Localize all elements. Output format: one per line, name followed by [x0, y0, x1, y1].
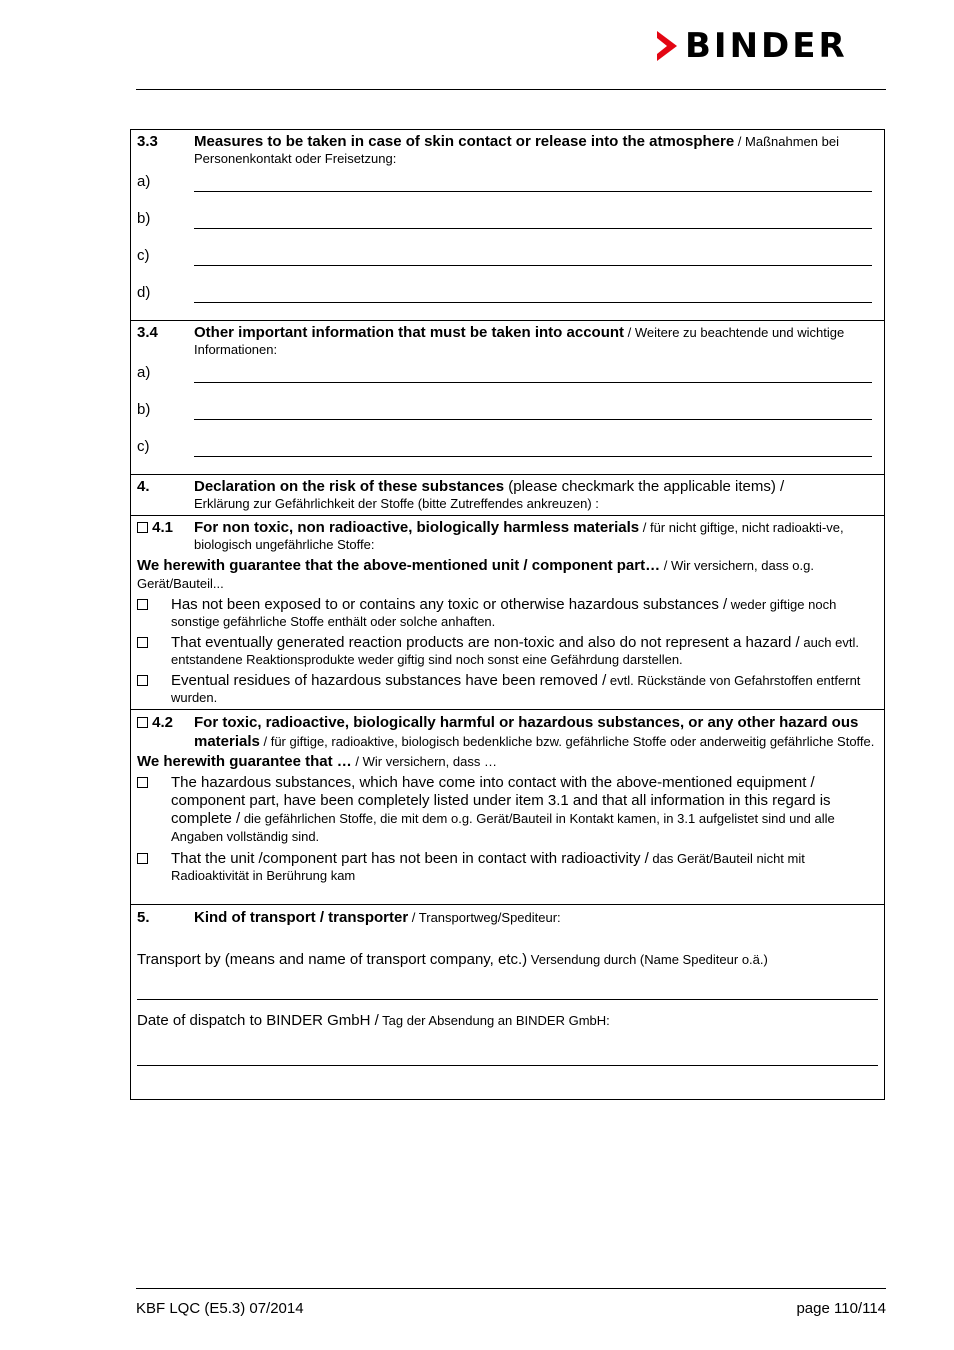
- section-number: 3.3: [137, 133, 158, 150]
- guarantee-text-de: / Wir versichern, dass …: [351, 754, 497, 769]
- section-number: 5.: [137, 909, 150, 926]
- input-line-b[interactable]: b): [131, 397, 884, 434]
- footer-rule: [136, 1288, 886, 1289]
- section-title-de: Erklärung zur Gefährlichkeit der Stoffe (bitte Zutreffendes ankreuzen) :: [194, 496, 599, 511]
- checkbox[interactable]: [137, 675, 148, 686]
- input-line-d[interactable]: d): [131, 280, 884, 317]
- declaration-form: [130, 129, 885, 1100]
- section-title: For toxic, radioactive, biologically harmful or hazardous substances, or any other hazard ous materials: [194, 714, 859, 750]
- transport-input-line[interactable]: [137, 969, 878, 1000]
- section-number: 4.: [137, 478, 150, 495]
- section-4: [131, 475, 884, 516]
- input-line-c[interactable]: c): [131, 434, 884, 471]
- dispatch-label-de: Tag der Absendung an BINDER GmbH:: [378, 1013, 610, 1028]
- checkbox-4-2[interactable]: [137, 717, 148, 728]
- guarantee-text: We herewith guarantee that …: [137, 753, 352, 770]
- input-line-b[interactable]: b): [131, 206, 884, 243]
- brand-name: BINDER: [685, 26, 848, 66]
- transport-label-de: Versendung durch (Name Spediteur o.ä.): [527, 952, 768, 967]
- section-title: Measures to be taken in case of skin contact or release into the atmosphere: [194, 133, 735, 150]
- dispatch-label: Date of dispatch to BINDER GmbH /: [137, 1012, 379, 1029]
- checkbox[interactable]: [137, 853, 148, 864]
- binder-logo: [655, 28, 848, 64]
- header-rule: [136, 89, 886, 90]
- section-title: Other important information that must be taken into account: [194, 324, 625, 341]
- section-4-1: 4.1 For non toxic, non radioactive, biologically harmless materials / für nicht giftige, nicht radioakti-ve, biologisch ungefährliche Stoffe: We herewith guarantee that the above-mentioned unit / component part… / Wir versichern, dass o.g. Gerät/Bauteil... Has not been exposed to or contains any toxic or otherwise hazardous substances / weder giftige noch sonstige gefährliche Stoffe enthält oder solche anhaften. That eventually generated reaction products are non-toxic and also do not represent a hazard / auch evtl. entstandene Reaktionsprodukte weder giftig sind noch sonst eine Gefährdung darstellen. Eventual residues of hazardous substances have been removed / evtl. Rückstände von Gefahrstoffen entfernt wurden.: [131, 516, 884, 710]
- dispatch-date-input-line[interactable]: [137, 1030, 878, 1066]
- section-title-de: / für nicht giftige, nicht radioakti-ve, biologisch ungefährliche Stoffe:: [194, 520, 844, 552]
- footer-doc-id: KBF LQC (E5.3) 07/2014: [136, 1300, 304, 1317]
- section-title-rest: (please checkmark the applicable items) /: [504, 478, 785, 495]
- section-title-de: / Maßnahmen bei Personenkontakt oder Freisetzung:: [194, 134, 839, 166]
- section-title: Declaration on the risk of these substances: [194, 478, 505, 495]
- checkbox[interactable]: [137, 777, 148, 788]
- section-3-3: [131, 130, 884, 321]
- section-3-4: [131, 321, 884, 475]
- section-title: Kind of transport / transporter: [194, 909, 409, 926]
- guarantee-text-de: / Wir versichern, dass o.g. Gerät/Bauteil...: [137, 558, 814, 591]
- checkbox-4-1[interactable]: [137, 522, 148, 533]
- footer-page-number: page 110/114: [796, 1300, 886, 1317]
- section-title: For non toxic, non radioactive, biologically harmless materials: [194, 519, 640, 536]
- input-line-a[interactable]: a): [131, 360, 884, 397]
- guarantee-text: We herewith guarantee that the above-mentioned unit / component part…: [137, 557, 661, 574]
- section-5: [131, 905, 884, 1099]
- input-line-a[interactable]: a): [131, 169, 884, 206]
- section-title-de: / für giftige, radioaktive, biologisch bedenkliche bzw. gefährliche Stoffe oder anderweitig gefährliche Stoffe.: [259, 734, 875, 749]
- section-title-de: / Transportweg/Spediteur:: [408, 910, 561, 925]
- section-4-2: 4.2 For toxic, radioactive, biologically harmful or hazardous substances, or any other hazard ous materials / für giftige, radioaktive, biologisch bedenkliche bzw. gefährliche Stoffe oder anderweitig gefährliche Stoffe. We herewith guarantee that … / Wir versichern, dass … The hazardous substances, which have come into contact with the above-mentioned equipment / component part, have been completely listed under item 3.1 and that all information in this regard is complete / die gefährlichen Stoffe, die mit dem o.g. Gerät/Bauteil in Kontakt kamen, in 3.1 aufgelistet sind und alle Angaben vollständig sind. That the unit /component part has not been in contact with radioactivity / das Gerät/Bauteil nicht mit Radioaktivität in Berührung kam: [131, 710, 884, 905]
- section-number: 3.4: [137, 324, 158, 341]
- input-line-c[interactable]: c): [131, 243, 884, 280]
- checkbox[interactable]: [137, 599, 148, 610]
- transport-label: Transport by (means and name of transport company, etc.): [137, 951, 528, 968]
- logo-mark-icon: [655, 29, 679, 63]
- checkbox[interactable]: [137, 637, 148, 648]
- section-title-de: / Weitere zu beachtende und wichtige Informationen:: [194, 325, 845, 357]
